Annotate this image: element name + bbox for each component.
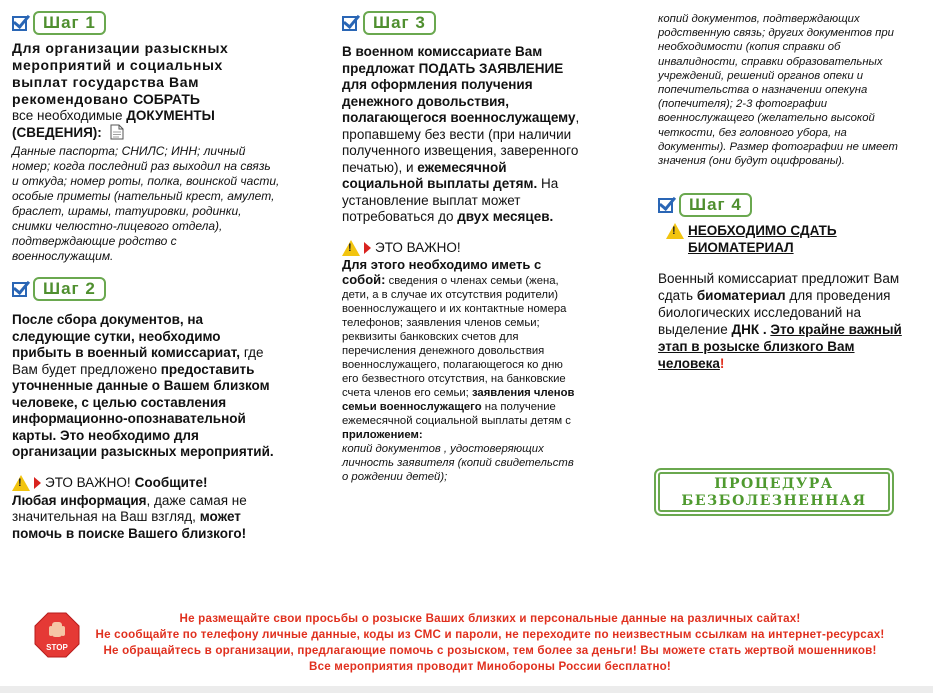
step1-collect: СОБРАТЬ (133, 91, 200, 107)
step1-badge: Шаг 1 (33, 11, 106, 35)
stop-sign-icon (34, 612, 80, 658)
painless-procedure-stamp: ПРОЦЕДУРА БЕЗБОЛЕЗНЕННАЯ (658, 472, 890, 512)
step2-warning: ! ЭТО ВАЖНО! Сообщите! (12, 475, 280, 491)
step1-header (12, 10, 280, 36)
column-right (658, 10, 918, 509)
step1-details: Данные паспорта; СНИЛС; ИНН; личный номер; когда последний раз выходил на связь и откуда; номер роты, полка, воинской части, особые приметы (нательный крест, амулет, браслет, шрамы, татуировки, родинки, снимки челюстно-лицевого отдела), подтверждающие родство с военнослужащим. (12, 144, 280, 263)
step2-paragraph: После сбора документов, на следующие сутки, необходимо прибыть в военный комиссариат, где Вам будет предложено предоставить уточненные данные о Вашем близком человеке, с целью составления информационно-опознавательной карты. Это необходимо для организации разыскных мероприятий. (12, 312, 274, 459)
step2-header (12, 276, 280, 302)
step2-badge: Шаг 2 (33, 277, 106, 301)
arrow-icon (364, 242, 371, 254)
checkbox-icon (12, 282, 27, 297)
step4-paragraph: Военный комиссариат предложит Вам сдать биоматериал для проведения биологических исследований на выделение ДНК . Это крайне важный этап в розыске близкого Вам человека! (658, 271, 902, 372)
column-left (12, 10, 280, 542)
stop-label: STOP (46, 643, 68, 652)
biomaterial-notice: НЕОБХОДИМО СДАТЬ БИОМАТЕРИАЛ (688, 223, 837, 256)
warning-icon (12, 475, 30, 491)
arrow-icon (34, 477, 41, 489)
bottom-edge (0, 686, 933, 693)
step3-warning: ! ЭТО ВАЖНО! (342, 240, 580, 256)
step3-required-docs: Для этого необходимо иметь с собой: сведения о членах семьи (жена, дети, а в случае их отсутствия родители) военнослужащего и их контактные номера телефонов; заявления членов семьи; реквизиты банковских счетов для перечисления денежного довольствия военнослужащего, полагающегося ко дню его безвестного отсутствия, на банковские счета членов его семьи; заявления членов семьи военнослужащего на получение ежемесячной социальной выплаты детям с приложением: (342, 256, 575, 441)
checkbox-icon (658, 198, 673, 213)
step3-badge: Шаг 3 (363, 11, 436, 35)
step4-warning (658, 222, 918, 256)
step3-paragraph: В военном комиссариате Вам предложат ПОДАТЬ ЗАЯВЛЕНИЕ для оформления получения денежного довольствия, полагающегося военнослужащему, пропавшему без вести (при наличии полученного извещения, заверенного печатью), и ежемесячной социальной выплаты детям. На установление выплат может потребоваться до двух месяцев. (342, 44, 580, 224)
step2-warning-text: Любая информация, даже самая не значительная на Ваш взгляд, может помочь в поиске Вашего близкого! (12, 492, 247, 541)
step1-line2: все необходимые ДОКУМЕНТЫ (12, 108, 215, 123)
checkbox-icon (342, 16, 357, 31)
warning-icon (666, 223, 684, 239)
step1-line3: (СВЕДЕНИЯ): (12, 124, 280, 141)
warning-icon (342, 240, 360, 256)
step4-badge: Шаг 4 (679, 193, 752, 217)
step4-header (658, 192, 918, 218)
document-icon (110, 124, 124, 140)
fraud-warning-footer: Не размещайте свои просьбы о розыске Ваших близких и персональные данные на различных сайтах! Не сообщайте по телефону личные данные, коды из СМС и пароли, не переходите по неизвестным ссылкам на интернет-ресурсах! Не обращайтесь в организации, предлагающие помочь с розыском, тем более за деньги! Вы можете стать жертвой мошенников! Все мероприятия проводит Минобороны России бесплатно! (95, 612, 885, 673)
step1-lead: Для организации разыскных мероприятий и социальных выплат государства Вам рекомендовано СОБРАТЬ (12, 40, 229, 107)
checkbox-icon (12, 16, 27, 31)
step3-header (342, 10, 580, 36)
step3-attachment-list: копий документов , удостоверяющих личность заявителя (копий свидетельств о рождении детей); (342, 442, 574, 483)
column-middle (342, 10, 580, 484)
attachment-list-continued: копий документов, подтверждающих родственную связь; других документов при необходимости (копия справки об инвалидности, справки образовательных учреждений, решений органов опеки и попечительства о назначении опекуна (попечителя); 2-3 фотографии военнослужащего (желательно высокой четкости, без головного убора, на документы). Размер фотографии не имеет значения (они будут оцифрованы). (658, 13, 898, 168)
